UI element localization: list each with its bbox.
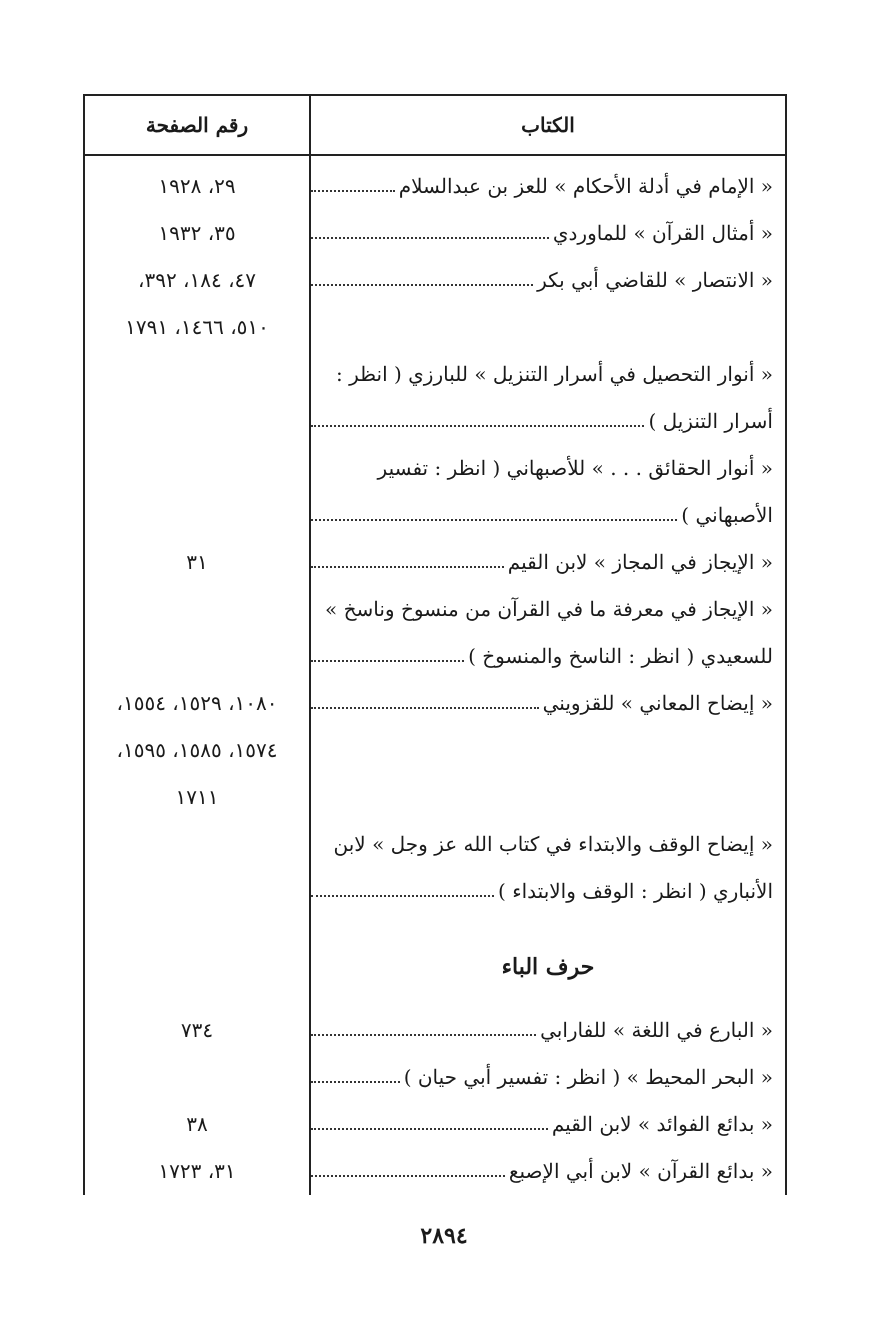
page-refs: ٢٩، ١٩٢٨ — [158, 174, 236, 198]
entry-line: « الإيجاز في معرفة ما في القرآن من منسوخ وناسخ » — [325, 597, 773, 621]
entry-line: « أمثال القرآن » للماوردي — [311, 213, 773, 253]
index-table — [83, 94, 787, 1195]
entry-line: الأصبهاني ) — [311, 495, 773, 535]
entry-line: « الإمام في أدلة الأحكام » للعز بن عبدالسلام — [311, 166, 773, 206]
entry-line: « البحر المحيط » ( انظر : تفسير أبي حيان ) — [311, 1057, 773, 1097]
entry-line: « بدائع الفوائد » لابن القيم — [311, 1104, 773, 1144]
entry-line: « بدائع القرآن » لابن أبي الإصبع — [311, 1151, 773, 1191]
entry-line: « أنوار الحقائق . . . » للأصبهاني ( انظر : تفسير — [377, 456, 773, 480]
column-header-page: رقم الصفحة — [145, 113, 249, 137]
entry-line: الأنباري ( انظر : الوقف والابتداء ) — [311, 871, 773, 911]
entry-line: « الانتصار » للقاضي أبي بكر — [311, 260, 773, 300]
entry-line: للسعيدي ( انظر : الناسخ والمنسوخ ) — [311, 636, 773, 676]
page-refs: ٣٥، ١٩٣٢ — [158, 221, 236, 245]
entry-line: « الإيجاز في المجاز » لابن القيم — [311, 542, 773, 582]
page-refs: ٥١٠، ١٤٦٦، ١٧٩١ — [125, 315, 269, 339]
page-refs: ٧٣٤ — [180, 1018, 214, 1042]
entry-line: « إيضاح الوقف والابتداء في كتاب الله عز وجل » لابن — [333, 832, 773, 856]
entry-line: « أنوار التحصيل في أسرار التنزيل » للبارزي ( انظر : — [335, 362, 773, 386]
page-refs: ٣١ — [186, 550, 208, 574]
table-top-rule — [83, 94, 787, 96]
table-right-border — [785, 94, 787, 1195]
section-heading: حرف الباء — [501, 954, 595, 980]
page-refs: ٤٧، ١٨٤، ٣٩٢، — [137, 268, 257, 292]
entry-line: « البارع في اللغة » للفارابي — [311, 1010, 773, 1050]
page-refs: ١٥٧٤، ١٥٨٥، ١٥٩٥، — [116, 738, 278, 762]
page-refs: ٣١، ١٧٢٣ — [158, 1159, 236, 1183]
entry-line: أسرار التنزيل ) — [311, 401, 773, 441]
page-refs: ١٠٨٠، ١٥٢٩، ١٥٥٤، — [116, 691, 278, 715]
page-refs: ١٧١١ — [175, 785, 219, 809]
column-header-book: الكتاب — [521, 113, 575, 137]
entry-line: « إيضاح المعاني » للقزويني — [311, 683, 773, 723]
page-number: ٢٨٩٤ — [420, 1223, 468, 1249]
page-refs: ٣٨ — [186, 1112, 208, 1136]
header-rule — [83, 154, 787, 156]
